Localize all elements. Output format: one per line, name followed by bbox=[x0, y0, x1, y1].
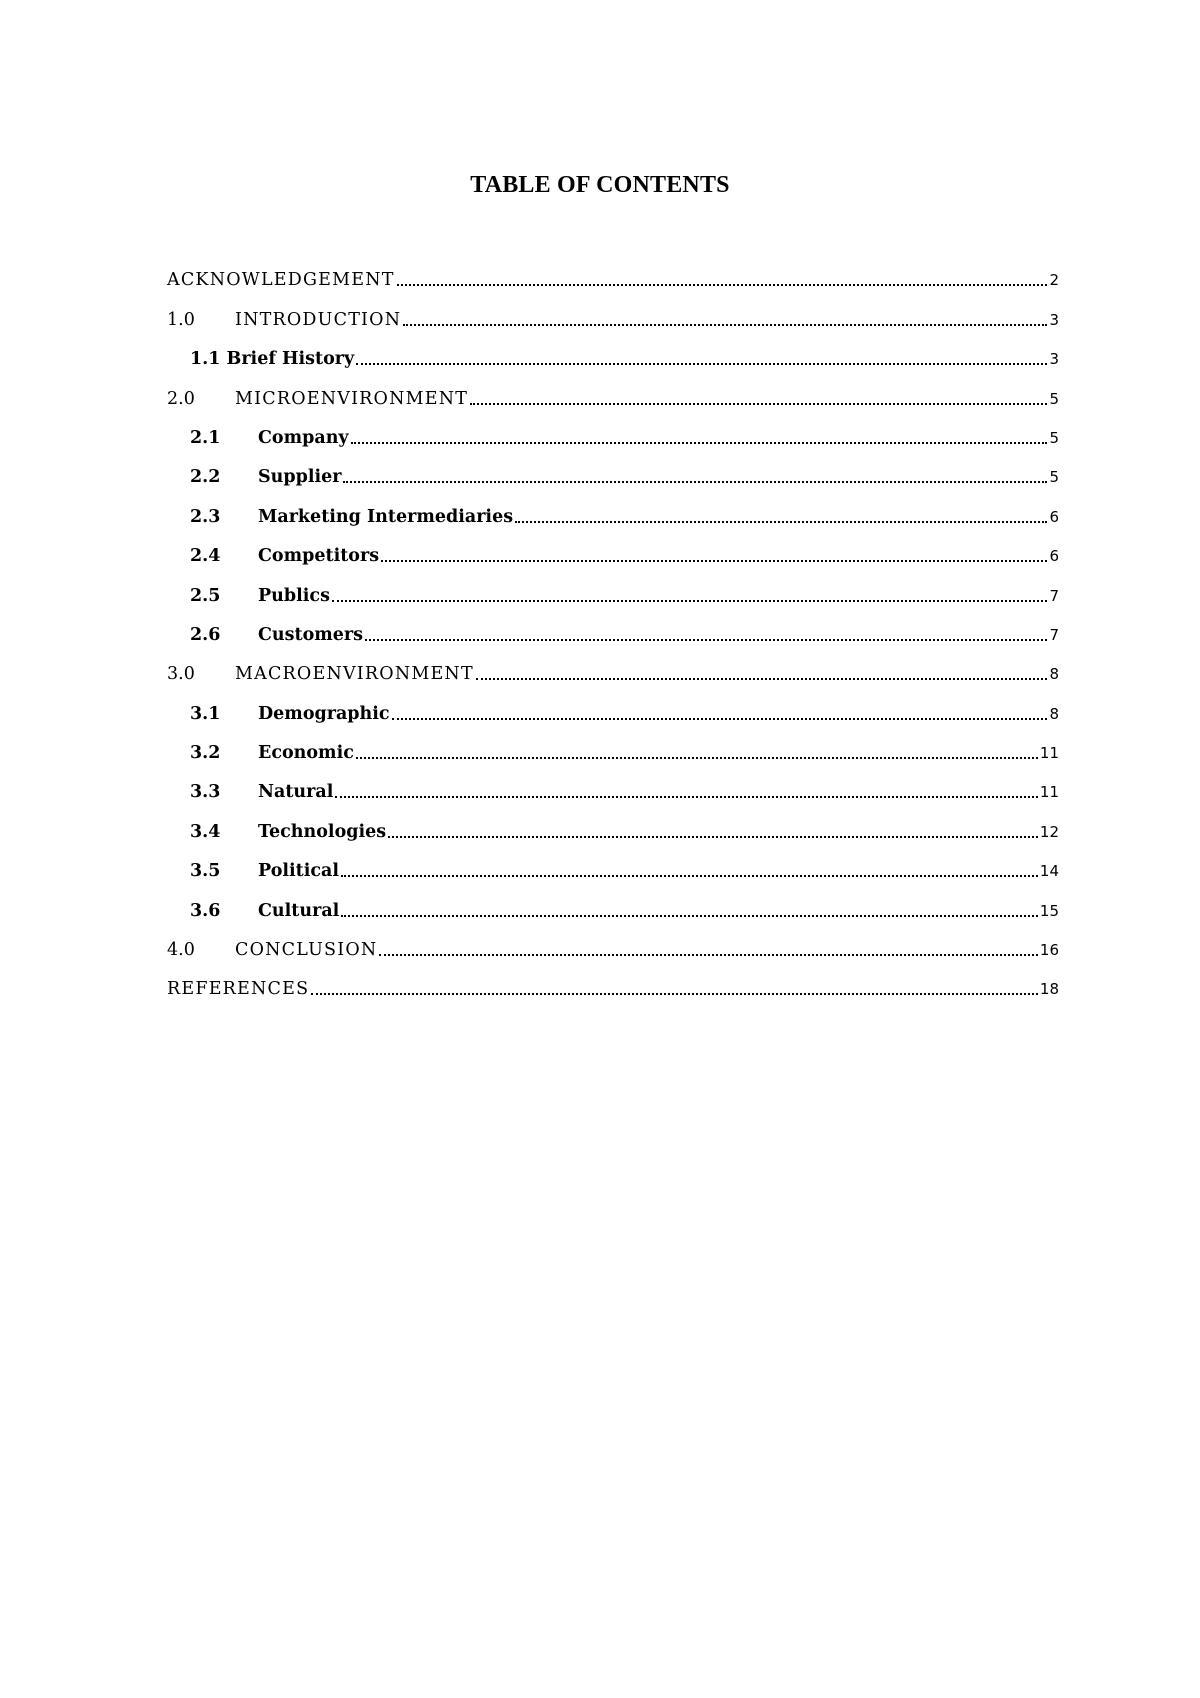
dot-leader bbox=[341, 915, 1038, 917]
toc-entry-number: 2.0 bbox=[167, 388, 195, 409]
toc-entry-conclusion[interactable] bbox=[167, 922, 1059, 961]
toc-entry-number: 2.6 bbox=[190, 624, 221, 645]
toc-entry-number: 2.3 bbox=[190, 506, 221, 527]
toc-entry-number: 3.6 bbox=[190, 900, 221, 921]
toc-entry-page: 6 bbox=[1049, 547, 1059, 566]
dot-leader bbox=[365, 639, 1047, 641]
toc-entry-microenvironment[interactable] bbox=[167, 370, 1059, 409]
toc-entry-political[interactable] bbox=[167, 843, 1059, 882]
toc-entry-label: CONCLUSION bbox=[235, 940, 378, 961]
toc-entry-number: 3.3 bbox=[190, 782, 221, 803]
toc-entry-number: 2.2 bbox=[190, 467, 221, 488]
dot-leader bbox=[351, 442, 1048, 444]
toc-entry-label: MACROENVIRONMENT bbox=[235, 664, 474, 685]
toc-entry-macroenvironment[interactable] bbox=[167, 646, 1059, 685]
dot-leader bbox=[397, 284, 1048, 286]
toc-entry-label: Publics bbox=[258, 585, 330, 606]
dot-leader bbox=[356, 757, 1038, 759]
toc-entry-page: 5 bbox=[1049, 468, 1059, 487]
dot-leader bbox=[476, 678, 1048, 680]
toc-entry-natural[interactable] bbox=[167, 764, 1059, 803]
dot-leader bbox=[379, 954, 1037, 956]
toc-entry-page: 5 bbox=[1049, 428, 1059, 447]
toc-entry-label: Supplier bbox=[258, 467, 342, 488]
toc-entry-number: 2.1 bbox=[190, 427, 221, 448]
toc-entry-number: 3.2 bbox=[190, 743, 221, 764]
toc-entry-label: INTRODUCTION bbox=[235, 309, 402, 330]
dot-leader bbox=[388, 836, 1038, 838]
toc-entry-page: 2 bbox=[1049, 271, 1059, 290]
toc-entry-label: Demographic bbox=[258, 703, 390, 724]
toc-entry-publics[interactable] bbox=[167, 567, 1059, 606]
toc-entry-supplier[interactable] bbox=[167, 449, 1059, 488]
toc-entry-page: 6 bbox=[1049, 507, 1059, 526]
toc-entry-page: 16 bbox=[1039, 941, 1059, 960]
toc-entry-acknowledgement[interactable] bbox=[167, 252, 1059, 291]
toc-entry-number: 1.0 bbox=[167, 309, 195, 330]
toc-entry-number: 2.4 bbox=[190, 546, 221, 567]
toc-entry-label: Customers bbox=[258, 624, 363, 645]
toc-entry-number: 3.4 bbox=[190, 821, 221, 842]
toc-entry-label: Competitors bbox=[258, 546, 380, 567]
toc-entry-marketing-intermediaries[interactable] bbox=[167, 488, 1059, 527]
toc-entry-page: 11 bbox=[1039, 744, 1059, 763]
toc-entry-label: Political bbox=[258, 861, 340, 882]
toc-entry-label: Natural bbox=[258, 782, 334, 803]
dot-leader bbox=[343, 481, 1047, 483]
toc-entry-label: Technologies bbox=[258, 821, 387, 842]
dot-leader bbox=[470, 403, 1047, 405]
dot-leader bbox=[356, 363, 1047, 365]
toc-entry-economic[interactable] bbox=[167, 725, 1059, 764]
toc-entry-introduction[interactable] bbox=[167, 291, 1059, 330]
toc-entry-page: 11 bbox=[1039, 783, 1059, 802]
toc-entry-page: 15 bbox=[1039, 901, 1059, 920]
toc-entry-label: 1.1 Brief History bbox=[190, 349, 355, 370]
toc-entry-references[interactable] bbox=[167, 961, 1059, 1000]
toc-entry-page: 3 bbox=[1049, 310, 1059, 329]
toc-entry-label: ACKNOWLEDGEMENT bbox=[167, 270, 395, 291]
toc-entry-page: 5 bbox=[1049, 389, 1059, 408]
dot-leader bbox=[381, 560, 1047, 562]
toc-entry-customers[interactable] bbox=[167, 607, 1059, 646]
toc-entry-label: Economic bbox=[258, 743, 354, 764]
toc-entry-page: 3 bbox=[1049, 350, 1059, 369]
toc-entry-page: 7 bbox=[1049, 586, 1059, 605]
toc-entry-number: 2.5 bbox=[190, 585, 221, 606]
toc-entry-label: MICROENVIRONMENT bbox=[235, 388, 469, 409]
toc-entry-page: 14 bbox=[1039, 862, 1059, 881]
toc-entry-number: 3.1 bbox=[190, 703, 221, 724]
page-title: TABLE OF CONTENTS bbox=[470, 172, 730, 198]
toc-entry-company[interactable] bbox=[167, 410, 1059, 449]
toc-entry-label: Cultural bbox=[258, 900, 340, 921]
toc-entry-number: 4.0 bbox=[167, 940, 195, 961]
toc-entry-page: 7 bbox=[1049, 625, 1059, 644]
toc-entry-brief-history[interactable] bbox=[167, 331, 1059, 370]
dot-leader bbox=[311, 993, 1038, 995]
toc-entry-demographic[interactable] bbox=[167, 685, 1059, 724]
toc-entry-page: 12 bbox=[1039, 822, 1059, 841]
toc-entry-number: 3.0 bbox=[167, 664, 195, 685]
dot-leader bbox=[335, 796, 1038, 798]
toc-entry-label: Marketing Intermediaries bbox=[258, 506, 514, 527]
dot-leader bbox=[515, 521, 1047, 523]
dot-leader bbox=[403, 324, 1047, 326]
toc-entry-number: 3.5 bbox=[190, 861, 221, 882]
toc-entry-technologies[interactable] bbox=[167, 803, 1059, 842]
toc-entry-cultural[interactable] bbox=[167, 882, 1059, 921]
dot-leader bbox=[332, 600, 1048, 602]
toc-entry-label: Company bbox=[258, 427, 349, 448]
toc-entry-page: 8 bbox=[1049, 704, 1059, 723]
toc-entry-page: 18 bbox=[1039, 980, 1059, 999]
toc-entry-page: 8 bbox=[1049, 665, 1059, 684]
toc-entry-competitors[interactable] bbox=[167, 528, 1059, 567]
toc-list bbox=[167, 252, 1059, 1000]
toc-entry-label: REFERENCES bbox=[167, 979, 310, 1000]
dot-leader bbox=[392, 718, 1048, 720]
dot-leader bbox=[341, 875, 1038, 877]
